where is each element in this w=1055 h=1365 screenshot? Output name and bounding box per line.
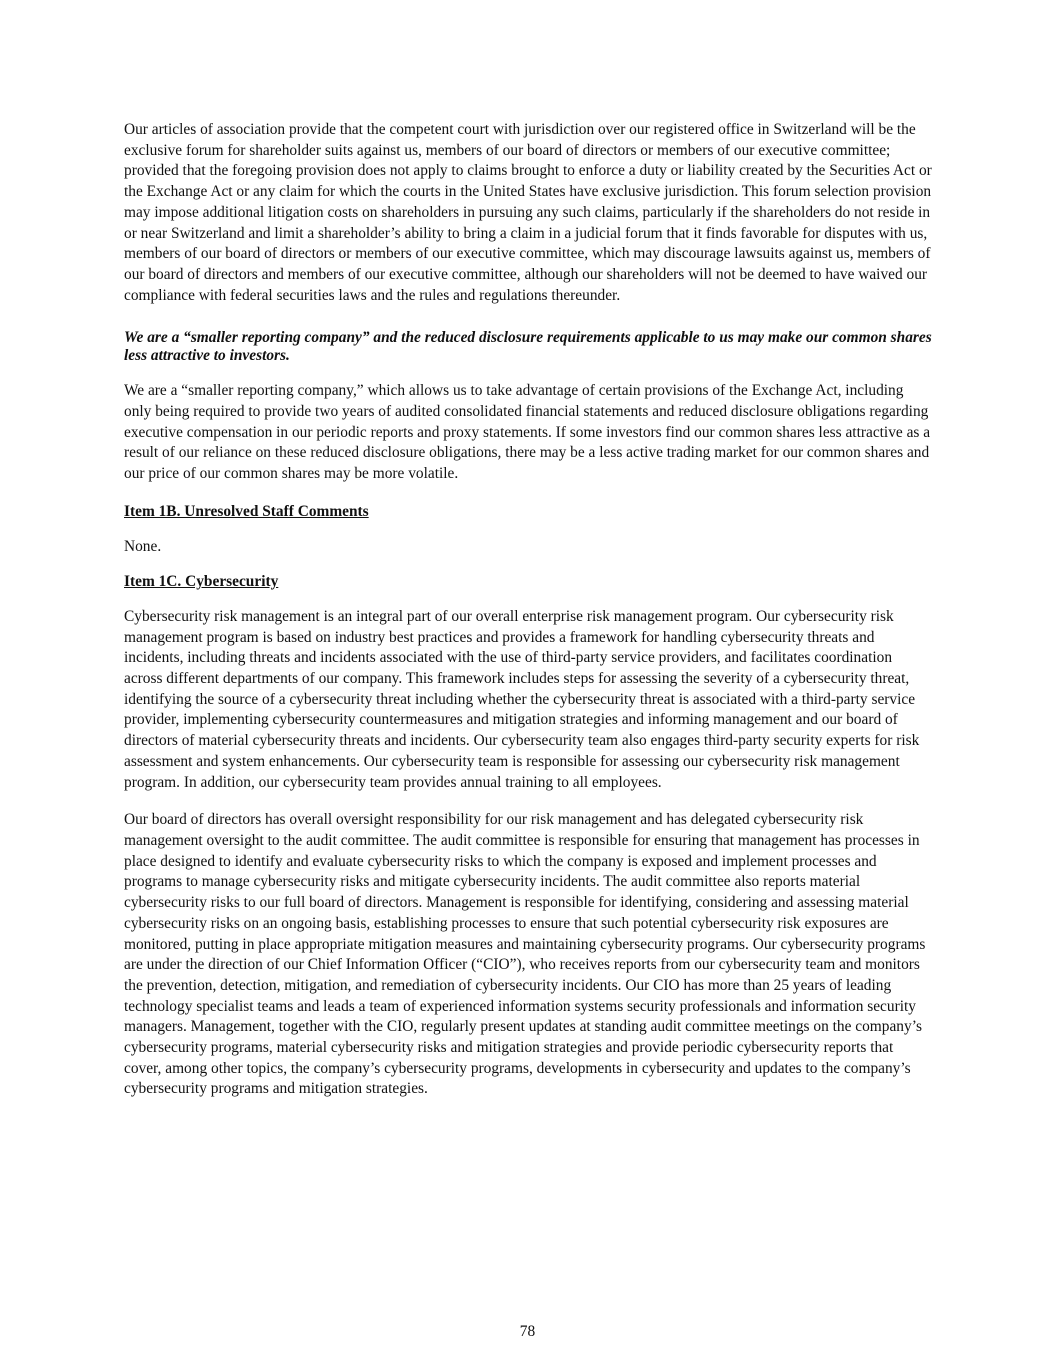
smaller-reporting-risk-heading: We are a “smaller reporting company” and the reduced disclosure requirements applicable to us may make our common shares less attractive to investors.	[124, 329, 932, 365]
item-1b-body: None.	[124, 537, 162, 555]
item-1b-heading: Item 1B. Unresolved Staff Comments	[124, 502, 369, 520]
page-number: 78	[519, 1323, 536, 1340]
document-page	[124, 120, 934, 1100]
item-1c-heading: Item 1C. Cybersecurity	[124, 573, 279, 591]
forum-selection-paragraph: Our articles of association provide that the competent court with jurisdiction over our registered office in Switzerland will be the exclusive forum for shareholder suits against us, members of our board of directors or members of our executive committee; provided that the foregoing provision does not apply to claims brought to enforce a duty or liability created by the Securities Act or the Exchange Act or any claim for which the courts in the United States have exclusive jurisdiction. This forum selection provision may impose additional litigation costs on shareholders in pursuing any such claims, particularly if the shareholders do not reside in or near Switzerland and limit a shareholder’s ability to bring a claim in a judicial forum that it finds favorable for disputes with us, members of our board of directors or members of our executive committee, which may discourage lawsuits against us, members of our board of directors and members of our executive committee, although our shareholders will not be deemed to have waived our compliance with federal securities laws and the rules and regulations thereunder.	[124, 121, 932, 304]
cybersecurity-risk-management-paragraph: Cybersecurity risk management is an integral part of our overall enterprise risk management program. Our cybersecurity risk management program is based on industry best practices and provides a framework for handling cybersecurity threats and incidents, including threats and incidents associated with the use of third-party service providers, and facilitates coordination across different departments of our company. This framework includes steps for assessing the severity of a cybersecurity threat, identifying the source of a cybersecurity threat including whether the cybersecurity threat is associated with a third-party service provider, implementing cybersecurity countermeasures and mitigation strategies and informing management and our board of directors of material cybersecurity threats and incidents. Our cybersecurity team also engages third-party security experts for risk assessment and system enhancements. Our cybersecurity team is responsible for assessing our cybersecurity risk management program. In addition, our cybersecurity team provides annual training to all employees.	[124, 607, 920, 791]
smaller-reporting-paragraph: We are a “smaller reporting company,” which allows us to take advantage of certain provisions of the Exchange Act, including only being required to provide two years of audited consolidated financial statements and reduced disclosure obligations regarding executive compensation in our periodic reports and proxy statements. If some investors find our common shares less attractive as a result of our reliance on these reduced disclosure obligations, there may be a less active trading market for our common shares and our price of our common shares may be more volatile.	[124, 382, 931, 483]
cybersecurity-governance-paragraph: Our board of directors has overall oversight responsibility for our risk management and has delegated cybersecurity risk management oversight to the audit committee. The audit committee is responsible for ensuring that management has processes in place designed to identify and evaluate cybersecurity risks to which the company is exposed and implement processes and programs to manage cybersecurity risks and mitigate cybersecurity incidents. The audit committee also reports material cybersecurity risks to our full board of directors. Management is responsible for identifying, considering and assessing material cybersecurity risks on an ongoing basis, establishing processes to ensure that such potential cybersecurity risk exposures are monitored, putting in place appropriate mitigation measures and maintaining cybersecurity programs. Our cybersecurity programs are under the direction of our Chief Information Officer (“CIO”), who receives reports from our cybersecurity team and monitors the prevention, detection, mitigation, and remediation of cybersecurity incidents. Our CIO has more than 25 years of leading technology specialist teams and leads a team of experienced information systems security professionals and information security managers. Management, together with the CIO, regularly present updates at standing audit committee meetings on the company’s cybersecurity programs, material cybersecurity risks and mitigation strategies and provide periodic cybersecurity reports that cover, among other topics, the company’s cybersecurity programs, developments in cybersecurity and updates to the company’s cybersecurity programs and mitigation strategies.	[124, 811, 926, 1098]
